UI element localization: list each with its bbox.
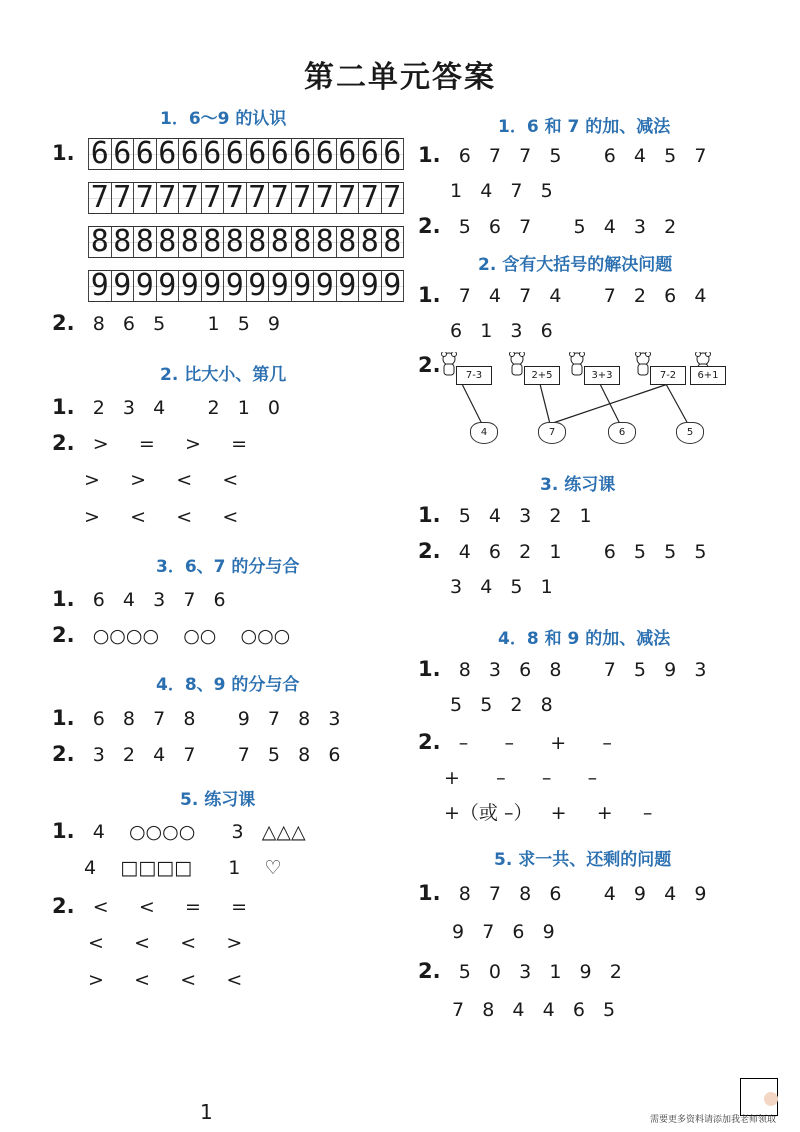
answer-row: < < < > [88,932,243,954]
grid-digit-cell: 8 [133,227,156,257]
answer-row: 2. – – + – [418,730,612,754]
grid-digit-cell: 7 [111,183,134,213]
grid-digit-cell: 6 [246,139,269,169]
writing-grid-row-8 [88,226,404,258]
answer-row: 6 1 3 6 [450,320,553,342]
grid-digit-cell: 9 [358,271,381,301]
grid-digit-cell: 6 [223,139,246,169]
answer-row: > > < < [84,469,239,491]
grid-digit-cell: 6 [336,139,359,169]
answer-row: 5 5 2 8 [450,694,553,716]
answer-row: 4 □□□□ 1 ♡ [84,857,282,879]
grid-digit-cell: 8 [156,227,179,257]
grid-digit-cell: 7 [88,183,111,213]
grid-digit-cell: 9 [178,271,201,301]
grid-digit-cell: 7 [268,183,291,213]
page-number: 1 [200,1100,213,1124]
expression-card: 7-3 [456,366,492,385]
grid-digit-cell: 9 [111,271,134,301]
grid-digit-cell: 8 [291,227,314,257]
answer-row: > < < < [84,506,239,528]
answer-row: 1 4 7 5 [450,180,553,202]
grid-digit-cell: 8 [223,227,246,257]
grid-digit-cell: 8 [178,227,201,257]
section-heading-practice: 5. 练习课 [180,790,256,810]
answer-row: + – – – [444,767,598,789]
grid-digit-cell: 7 [313,183,336,213]
grid-digit-cell: 6 [201,139,224,169]
writing-grid-row-9 [88,270,404,302]
grid-digit-cell: 9 [201,271,224,301]
grid-digit-cell: 6 [358,139,381,169]
answer-row: 2. 4 6 2 1 6 5 5 5 [418,539,707,563]
section-heading-6-9-recognition: 1．6～9 的认识 [160,109,287,129]
section-heading-compare: 2. 比大小、第几 [160,365,287,385]
expression-card: 6+1 [690,366,726,385]
grid-digit-cell: 7 [201,183,224,213]
honey-pot: 4 [470,422,498,444]
section-heading-8-9-split: 4．8、9 的分与合 [156,675,300,695]
answer-row: 1. 4 ○○○○ 3 △△△ [52,819,306,843]
footer-note: 需要更多资料请添加我老师领取 [649,1115,776,1125]
answer-row: 7 8 4 4 6 5 [452,999,616,1021]
grid-digit-cell: 9 [313,271,336,301]
section-heading-8-9-add-sub: 4．8 和 9 的加、减法 [498,629,671,649]
grid-digit-cell: 8 [111,227,134,257]
grid-digit-cell: 9 [88,271,111,301]
answer-row: 3 4 5 1 [450,576,553,598]
grid-digit-cell: 7 [336,183,359,213]
page-title: 第二单元答案 [304,60,496,95]
grid-digit-cell: 7 [156,183,179,213]
grid-digit-cell: 9 [381,271,405,301]
grid-digit-cell: 9 [336,271,359,301]
grid-digit-cell: 9 [268,271,291,301]
grid-digit-cell: 8 [268,227,291,257]
grid-digit-cell: 8 [381,227,405,257]
grid-digit-cell: 9 [223,271,246,301]
answer-row: 2. 5 0 3 1 9 2 [418,959,622,983]
answer-row: 2. 3 2 4 7 7 5 8 6 [52,742,341,766]
grid-digit-cell: 7 [223,183,246,213]
grid-digit-cell: 8 [201,227,224,257]
grid-digit-cell: 7 [358,183,381,213]
grid-digit-cell: 6 [133,139,156,169]
answer-row: 2. ○○○○ ○○ ○○○ [52,623,291,647]
answer-row: 1. 8 7 8 6 4 9 4 9 [418,881,707,905]
expression-card: 3+3 [584,366,620,385]
answer-row: 1. 6 4 3 7 6 [52,587,226,611]
grid-digit-cell: 7 [246,183,269,213]
question-label: 1. [52,141,75,165]
grid-digit-cell: 6 [156,139,179,169]
answer-row: 2. < < = = [52,894,247,918]
grid-digit-cell: 6 [268,139,291,169]
grid-digit-cell: 8 [246,227,269,257]
grid-digit-cell: 6 [291,139,314,169]
grid-digit-cell: 6 [88,139,111,169]
grid-digit-cell: 7 [381,183,405,213]
section-heading-practice-right: 3. 练习课 [540,475,616,495]
question-label: 2. [418,353,441,377]
grid-digit-cell: 6 [313,139,336,169]
grid-digit-cell: 9 [246,271,269,301]
answer-row: 1. 8 3 6 8 7 5 9 3 [418,657,707,681]
section-heading-total-remaining: 5. 求一共、还剩的问题 [494,850,672,870]
grid-digit-cell: 7 [178,183,201,213]
expression-card: 2+5 [524,366,560,385]
grid-digit-cell: 7 [133,183,156,213]
grid-digit-cell: 9 [133,271,156,301]
expression-card: 7-2 [650,366,686,385]
answer-row: 1. 7 4 7 4 7 2 6 4 [418,283,707,307]
honey-pot: 7 [538,422,566,444]
answer-row: 1. 6 7 7 5 6 4 5 7 [418,143,707,167]
grid-digit-cell: 6 [111,139,134,169]
section-heading-6-7-split: 3．6、7 的分与合 [156,557,300,577]
writing-grid-row-7 [88,182,404,214]
answer-row: 2. > = > = [52,431,247,455]
grid-digit-cell: 9 [291,271,314,301]
answer-row: 1. 6 8 7 8 9 7 8 3 [52,706,341,730]
honey-pot: 6 [608,422,636,444]
honey-pot: 5 [676,422,704,444]
writing-grid-row-6 [88,138,404,170]
answer-row: 2. 5 6 7 5 4 3 2 [418,214,677,238]
grid-digit-cell: 6 [178,139,201,169]
grid-digit-cell: 7 [291,183,314,213]
grid-digit-cell: 6 [381,139,405,169]
answer-row: > < < < [88,969,243,991]
answer-row: 9 7 6 9 [452,921,555,943]
section-heading-6-7-add-sub: 1．6 和 7 的加、减法 [498,117,671,137]
grid-digit-cell: 8 [88,227,111,257]
answer-row: 1. 2 3 4 2 1 0 [52,395,281,419]
avatar [764,1092,778,1106]
answer-row: 1. 5 4 3 2 1 [418,503,592,527]
grid-digit-cell: 9 [156,271,179,301]
answer-row: 2. 8 6 5 1 5 9 [52,311,281,335]
answer-row: +（或 –） + + – [444,802,653,824]
grid-digit-cell: 8 [358,227,381,257]
grid-digit-cell: 8 [336,227,359,257]
section-heading-brace-problems: 2. 含有大括号的解决问题 [478,255,673,275]
grid-digit-cell: 8 [313,227,336,257]
